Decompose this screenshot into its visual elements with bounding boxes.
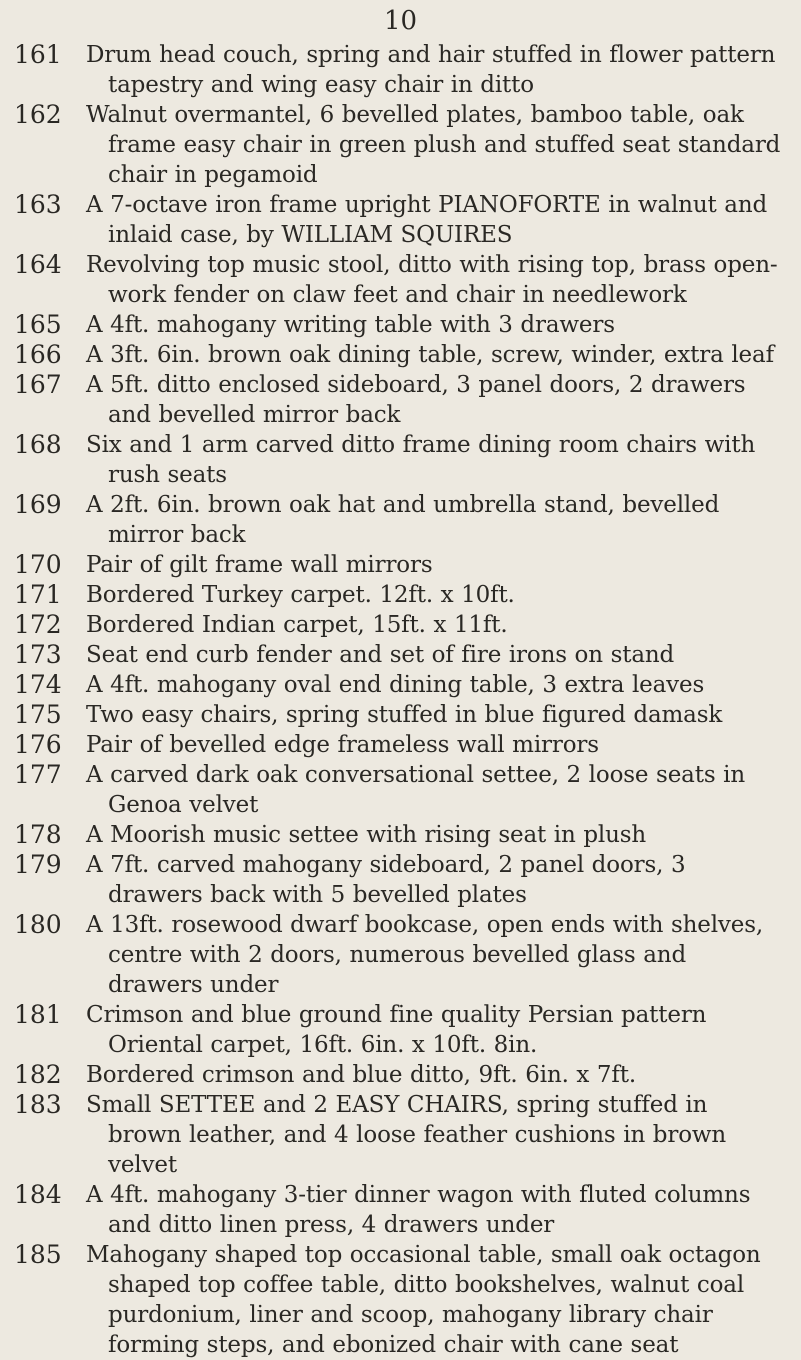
lot-number: 183 — [14, 1090, 62, 1119]
lot-number: 163 — [14, 190, 62, 219]
lot-entry — [0, 760, 801, 820]
lot-description: Bordered Turkey carpet. 12ft. x 10ft. — [86, 582, 515, 608]
lot-entry — [0, 850, 801, 910]
lot-entry — [0, 700, 801, 730]
lot-entry — [0, 820, 801, 850]
lot-number: 167 — [14, 370, 62, 399]
lot-entry — [0, 340, 801, 370]
lot-entry — [0, 370, 801, 430]
lot-number: 180 — [14, 910, 62, 939]
lot-number: 176 — [14, 730, 62, 759]
lot-number: 179 — [14, 850, 62, 879]
lot-description: Revolving top music stool, ditto with rising top, brass open-work fender on claw feet and chair in needlework — [86, 252, 778, 308]
page-number: 10 — [383, 6, 418, 36]
lot-description: A 5ft. ditto enclosed sideboard, 3 panel doors, 2 drawers and bevelled mirror back — [86, 372, 746, 428]
lot-entry — [0, 580, 801, 610]
lot-number: 165 — [14, 310, 62, 339]
lot-description: A 13ft. rosewood dwarf bookcase, open ends with shelves, centre with 2 doors, numerous bevelled glass and drawers under — [86, 912, 764, 998]
lot-number: 171 — [14, 580, 62, 609]
lot-description: A 4ft. mahogany 3-tier dinner wagon with fluted columns and ditto linen press, 4 drawers under — [86, 1182, 751, 1238]
lot-entry — [0, 40, 801, 100]
lot-description: A 7-octave iron frame upright PIANOFORTE in walnut and inlaid case, by WILLIAM SQUIRES — [86, 192, 768, 248]
lot-description: Walnut overmantel, 6 bevelled plates, bamboo table, oak frame easy chair in green plush and stuffed seat standard chair in pegamoid — [86, 102, 781, 188]
lot-number: 164 — [14, 250, 62, 279]
lot-description: Pair of gilt frame wall mirrors — [86, 552, 433, 578]
lot-entry — [0, 1060, 801, 1090]
lot-description: Bordered Indian carpet, 15ft. x 11ft. — [86, 612, 508, 638]
lot-entry — [0, 1240, 801, 1360]
lot-entry — [0, 100, 801, 190]
lot-number: 173 — [14, 640, 62, 669]
lot-number: 168 — [14, 430, 62, 459]
lot-number: 166 — [14, 340, 62, 369]
lot-description: A 2ft. 6in. brown oak hat and umbrella stand, bevelled mirror back — [86, 492, 720, 548]
lot-number: 162 — [14, 100, 62, 129]
lot-entry — [0, 550, 801, 580]
lot-description: Bordered crimson and blue ditto, 9ft. 6in. x 7ft. — [86, 1062, 637, 1088]
lot-list — [0, 40, 801, 1360]
lot-description: A 7ft. carved mahogany sideboard, 2 panel doors, 3 drawers back with 5 bevelled plates — [86, 852, 686, 908]
lot-number: 161 — [14, 40, 62, 69]
lot-entry — [0, 190, 801, 250]
lot-description: Mahogany shaped top occasional table, small oak octagon shaped top coffee table, ditto bookshelves, walnut coal purdonium, liner and scoop, mahogany library chair forming steps, and ebonized chair with cane seat — [86, 1242, 761, 1358]
lot-number: 169 — [14, 490, 62, 519]
lot-description: A 3ft. 6in. brown oak dining table, screw, winder, extra leaf — [86, 342, 774, 368]
lot-number: 184 — [14, 1180, 62, 1209]
lot-entry — [0, 910, 801, 1000]
lot-entry — [0, 610, 801, 640]
lot-entry — [0, 1090, 801, 1180]
lot-description: Six and 1 arm carved ditto frame dining room chairs with rush seats — [86, 432, 756, 488]
lot-number: 185 — [14, 1240, 62, 1269]
lot-description: Drum head couch, spring and hair stuffed in flower pattern tapestry and wing easy chair in ditto — [86, 42, 776, 98]
lot-description: Crimson and blue ground fine quality Persian pattern Oriental carpet, 16ft. 6in. x 10ft. 8in. — [86, 1002, 707, 1058]
lot-description: Pair of bevelled edge frameless wall mirrors — [86, 732, 599, 758]
lot-description: Seat end curb fender and set of fire irons on stand — [86, 642, 675, 668]
lot-number: 182 — [14, 1060, 62, 1089]
lot-description: A Moorish music settee with rising seat in plush — [86, 822, 647, 848]
lot-entry — [0, 670, 801, 700]
lot-description: A 4ft. mahogany writing table with 3 drawers — [86, 312, 615, 338]
lot-number: 174 — [14, 670, 62, 699]
lot-number: 170 — [14, 550, 62, 579]
lot-entry — [0, 730, 801, 760]
lot-entry — [0, 1000, 801, 1060]
lot-entry — [0, 640, 801, 670]
lot-description: A 4ft. mahogany oval end dining table, 3 extra leaves — [86, 672, 705, 698]
lot-number: 175 — [14, 700, 62, 729]
lot-description: A carved dark oak conversational settee, 2 loose seats in Genoa velvet — [86, 762, 745, 818]
lot-number: 177 — [14, 760, 62, 789]
lot-number: 181 — [14, 1000, 62, 1029]
lot-entry — [0, 310, 801, 340]
lot-description: Small SETTEE and 2 EASY CHAIRS, spring stuffed in brown leather, and 4 loose feather cushions in brown velvet — [86, 1092, 727, 1178]
lot-description: Two easy chairs, spring stuffed in blue figured damask — [86, 702, 723, 728]
lot-entry — [0, 250, 801, 310]
lot-number: 178 — [14, 820, 62, 849]
lot-entry — [0, 430, 801, 490]
lot-entry — [0, 1180, 801, 1240]
lot-entry — [0, 490, 801, 550]
lot-number: 172 — [14, 610, 62, 639]
